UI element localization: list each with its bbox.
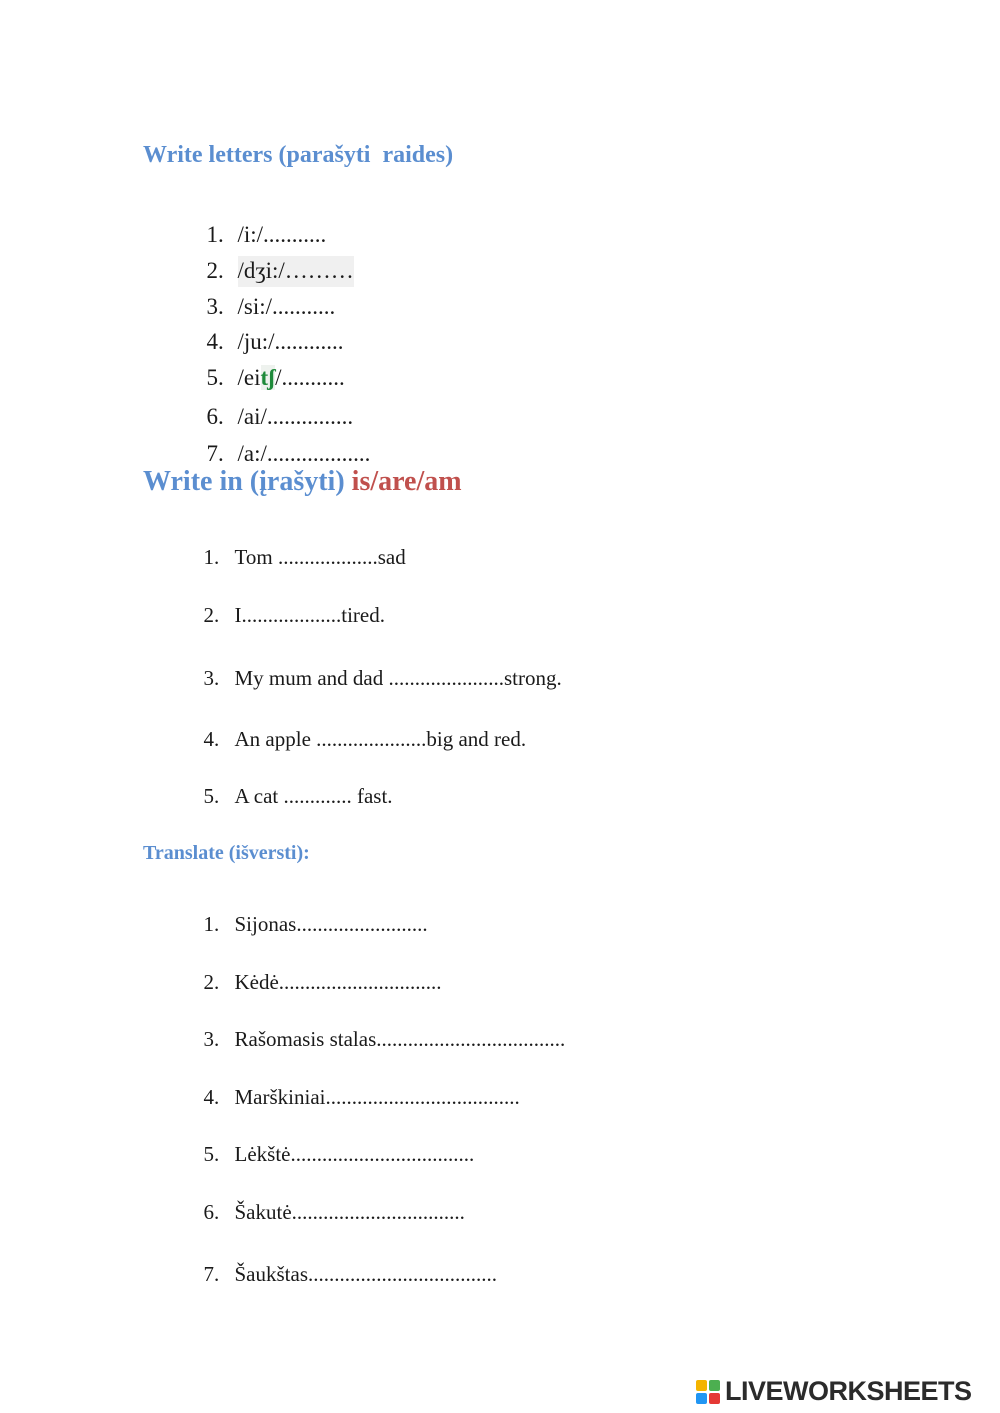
list-item: [172, 1181, 465, 1244]
list-item: [172, 765, 393, 828]
list-item: [172, 584, 385, 647]
item-text[interactable]: An apple .....................big and red.: [234, 727, 527, 751]
section-title-letters: Write letters (parašyti raides): [143, 142, 454, 168]
list-item: [172, 893, 428, 956]
item-text[interactable]: /ai/...............: [237, 404, 354, 429]
item-number: 4.: [203, 1085, 220, 1109]
item-number: 1.: [203, 545, 220, 569]
section-title-translate: Translate (išversti):: [143, 842, 310, 864]
item-text[interactable]: A cat ............. fast.: [234, 784, 393, 808]
item-text[interactable]: Marškiniai.....................................: [234, 1085, 520, 1109]
item-number: 7.: [203, 1262, 220, 1286]
item-number: 3.: [203, 1027, 220, 1051]
item-text[interactable]: /a:/..................: [237, 441, 371, 466]
item-text[interactable]: /dʒi:/………: [238, 256, 354, 287]
item-number: 3.: [206, 294, 224, 319]
list-item: [172, 708, 526, 771]
list-item: [172, 1008, 565, 1071]
list-item: [172, 526, 406, 589]
item-number: 5.: [206, 365, 224, 390]
item-number: 4.: [206, 329, 224, 354]
item-text[interactable]: Rašomasis stalas....................................: [234, 1027, 566, 1051]
item-text[interactable]: I...................tired.: [234, 603, 385, 627]
item-text[interactable]: Šakutė.................................: [234, 1200, 465, 1224]
item-number: 3.: [203, 666, 220, 690]
item-text[interactable]: Lėkštė...................................: [234, 1142, 475, 1166]
item-number: 6.: [203, 1200, 220, 1224]
item-number: 1.: [206, 222, 224, 247]
logo-square: [696, 1393, 707, 1404]
list-item: [172, 951, 442, 1014]
logo-text: LIVEWORKSHEETS: [725, 1376, 972, 1406]
item-text[interactable]: /i:/...........: [237, 222, 327, 247]
item-text[interactable]: /si:/...........: [237, 294, 336, 319]
item-text[interactable]: Tom ...................sad: [234, 545, 406, 569]
section-title-text: Write in (įrašyti): [143, 466, 352, 497]
list-item: [172, 1243, 497, 1306]
logo-square: [696, 1380, 707, 1391]
item-text[interactable]: Sijonas.........................: [234, 912, 428, 936]
list-item: [172, 1123, 474, 1186]
logo-mark-icon: [696, 1380, 720, 1404]
item-text[interactable]: My mum and dad ......................strong.: [234, 666, 562, 690]
item-number: 2.: [203, 970, 220, 994]
item-text[interactable]: Kėdė...............................: [234, 970, 442, 994]
item-number: 1.: [203, 912, 220, 936]
item-number: 4.: [203, 727, 220, 751]
section-title-accent: is/are/am: [351, 466, 462, 497]
liveworksheets-logo: [696, 1376, 972, 1407]
list-item: [172, 1066, 520, 1129]
item-number: 7.: [206, 441, 224, 466]
highlighted-phoneme: tʃ: [260, 365, 276, 390]
item-number: 5.: [203, 784, 220, 808]
item-number: 2.: [206, 258, 224, 283]
list-item: [172, 647, 562, 710]
item-text[interactable]: /ju:/............: [237, 329, 344, 354]
item-text-end[interactable]: /...........: [275, 365, 345, 390]
item-text[interactable]: Šaukštas....................................: [234, 1262, 497, 1286]
logo-square: [709, 1393, 720, 1404]
logo-square: [709, 1380, 720, 1391]
item-number: 2.: [203, 603, 220, 627]
item-number: 6.: [206, 404, 224, 429]
item-text-start: /ei: [237, 365, 261, 390]
item-number: 5.: [203, 1142, 220, 1166]
section-title-verbs: [143, 466, 462, 498]
